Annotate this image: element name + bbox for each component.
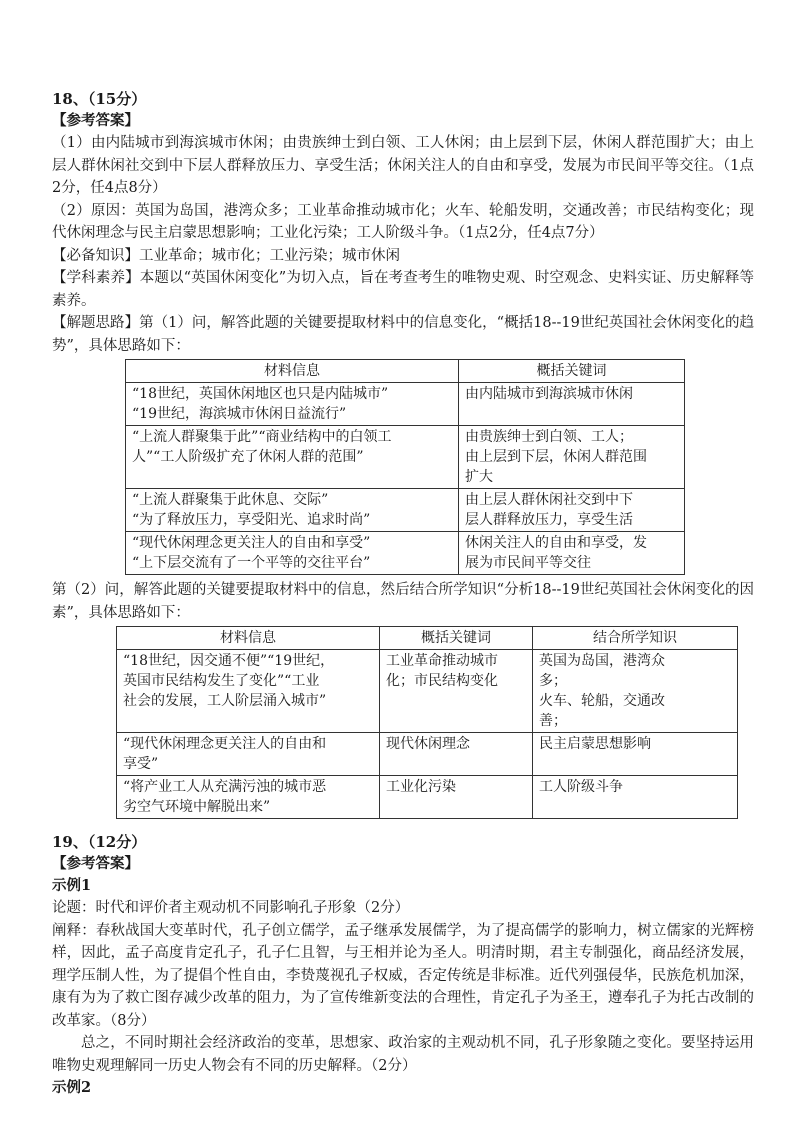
table2-header-knowledge: 结合所学知识 (533, 627, 738, 650)
table-cell-key: 由内陆城市到海滨城市休闲 (459, 383, 685, 426)
table-cell-key: 由贵族绅士到白领、工人； 由上层到下层，休闲人群范围 扩大 (459, 426, 685, 489)
table-cell-key: 休闲关注人的自由和享受，发 展为市民间平等交往 (459, 532, 685, 575)
table2-header-info: 材料信息 (117, 627, 380, 650)
table-row (117, 733, 738, 776)
table-row (126, 383, 685, 426)
table-cell-info: “上流人群聚集于此”“商业结构中的白领工 人”“工人阶级扩充了休闲人群的范围” (126, 426, 459, 489)
q19-answer-label: 【参考答案】 (52, 855, 139, 872)
table-cell-info: “18世纪，英国休闲地区也只是内陆城市” “19世纪，海滨城市休闲日益流行” (126, 383, 459, 426)
table-cell-info: “18世纪，因交通不便”“19世纪， 英国市民结构发生了变化”“工业 社会的发展，工人阶层涌入城市” (117, 650, 380, 733)
table-row (126, 532, 685, 575)
table-row (117, 776, 738, 819)
table-row (126, 426, 685, 489)
table-cell-key: 工业革命推动城市 化；市民结构变化 (380, 650, 533, 733)
table-cell-info: “现代休闲理念更关注人的自由和享受” “上下层交流有了一个平等的交往平台” (126, 532, 459, 575)
table-cell-key: 工业化污染 (380, 776, 533, 819)
q18-answer-label: 【参考答案】 (52, 112, 139, 129)
analysis-table-1 (125, 359, 685, 575)
q19-explanation: 阐释：春秋战国大变革时代，孔子创立儒学，孟子继承发展儒学，为了提高儒学的影响力，树立儒家的光辉榜样，因此，孟子高度肯定孔子，孔子仁且智，与王相并论为圣人。明清时期，君主专制强化，商品经济发展，理学压制人性，为了提倡个性自由，李贽蔑视孔子权威，否定传统是非标准。近代列强侵华，民族危机加深，康有为为了救亡图存减少改革的阻力，为了宣传维新变法的合理性，肯定孔子为圣王，遵奉孔子为托古改制的改革家。（8分） (52, 922, 754, 1029)
q19-thesis: 论题：时代和评价者主观动机不同影响孔子形象（2分） (52, 900, 410, 916)
table-cell-key: 现代休闲理念 (380, 733, 533, 776)
table-cell-key: 由上层人群休闲社交到中下 层人群释放压力，享受生活 (459, 489, 685, 532)
table-cell-knowledge: 英国为岛国，港湾众 多； 火车、轮船，交通改 善； (533, 650, 738, 733)
q19-example-1-label: 示例1 (52, 877, 92, 894)
table1-header-key: 概括关键词 (459, 360, 685, 383)
question-18-title: 18、（15分） (52, 90, 147, 108)
answer-page (52, 88, 754, 1099)
q18-answer-part2: （2）原因：英国为岛国，港湾众多；工业革命推动城市化；火车、轮船发明，交通改善；市民结构变化；现代休闲理念与民主启蒙思想影响；工业化污染；工人阶级斗争。（1点2分，任4点7分） (52, 202, 754, 241)
analysis-table-2 (116, 626, 738, 819)
q18-answer-part1: （1）由内陆城市到海滨城市休闲；由贵族绅士到白领、工人休闲；由上层到下层，休闲人群范围扩大；由上层人群休闲社交到中下层人群释放压力、享受生活；休闲关注人的自由和享受，发展为市民间平等交往。（1点2分，任4点8分） (52, 135, 754, 196)
table-row (117, 650, 738, 733)
table-cell-info: “上流人群聚集于此休息、交际” “为了释放压力，享受阳光、追求时尚” (126, 489, 459, 532)
question-19-title: 19、（12分） (52, 833, 147, 851)
q18-knowledge: 【必备知识】工业革命；城市化；工业污染；城市休闲 (52, 247, 400, 264)
table-cell-info: “将产业工人从充满污浊的城市恶 劣空气环境中解脱出来” (117, 776, 380, 819)
q19-summary: 总之，不同时期社会经济政治的变革，思想家、政治家的主观动机不同，孔子形象随之变化。要坚持运用唯物史观理解同一历史人物会有不同的历史解释。（2分） (52, 1035, 754, 1074)
q18-approach-part2: 第（2）问，解答此题的关键要提取材料中的信息，然后结合所学知识“分析18--19世纪英国社会休闲变化的因素”，具体思路如下： (52, 582, 754, 621)
table2-header-key: 概括关键词 (380, 627, 533, 650)
table1-header-info: 材料信息 (126, 360, 459, 383)
table-cell-info: “现代休闲理念更关注人的自由和 享受” (117, 733, 380, 776)
table-cell-knowledge: 民主启蒙思想影响 (533, 733, 738, 776)
table-cell-knowledge: 工人阶级斗争 (533, 776, 738, 819)
q19-example-2-label: 示例2 (52, 1079, 92, 1096)
q18-approach-part1: 【解题思路】第（1）问，解答此题的关键要提取材料中的信息变化，“概括18--19世纪英国社会休闲变化的趋势”，具体思路如下： (52, 315, 754, 354)
table-row (126, 489, 685, 532)
q18-literacy: 【学科素养】本题以“英国休闲变化”为切入点，旨在考查考生的唯物史观、时空观念、史料实证、历史解释等素养。 (52, 270, 754, 309)
